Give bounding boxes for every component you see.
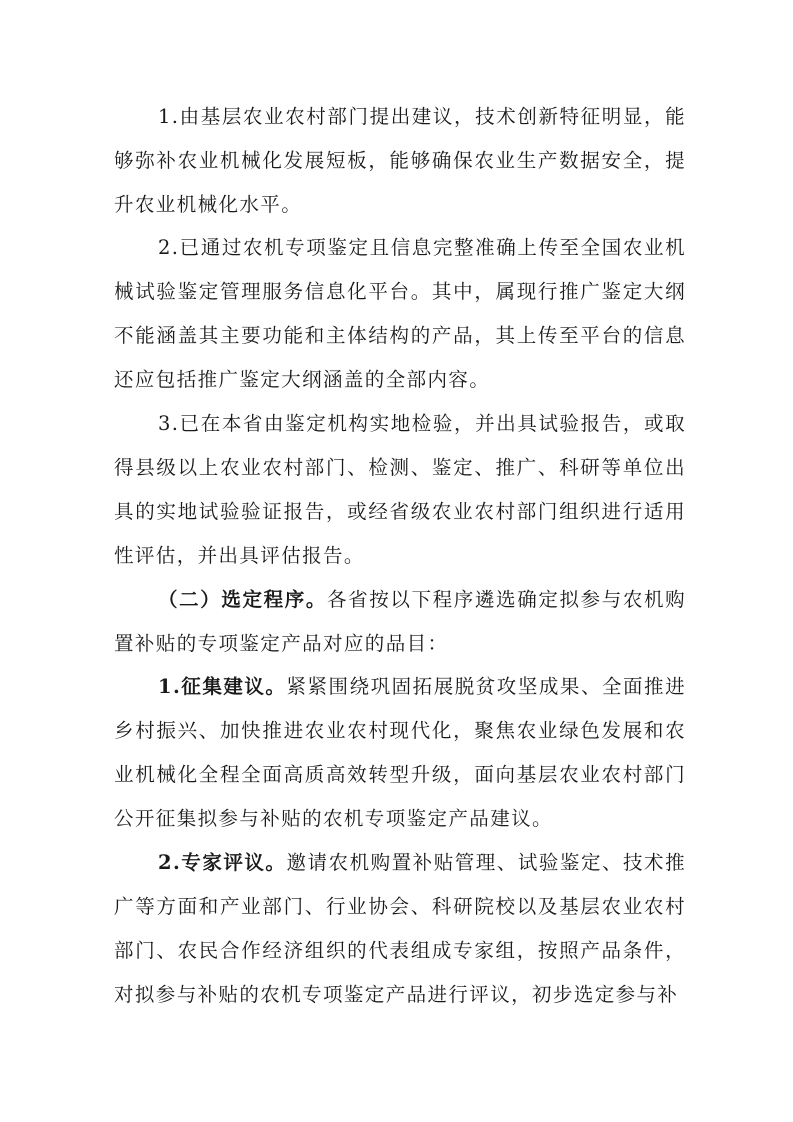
paragraph-text: 各省按以下程序遴选确定拟参与农机购置补贴的专项鉴定产品对应的品目： [114,588,686,655]
step-heading: 1.征集建议。 [158,675,287,698]
paragraph-text: 紧紧围绕巩固拓展脱贫攻坚成果、全面推进乡村振兴、加快推进农业农村现代化，聚焦农业绿色发展和农业机械化全程全面高质高效转型升级，面向基层农业农村部门公开征集拟参与补贴的农机专项鉴定产品建议。 [114,675,686,830]
paragraph-selection-procedure [114,578,686,666]
paragraph-text: 邀请农机购置补贴管理、试验鉴定、技术推广等方面和产业部门、行业协会、科研院校以及基层农业农村部门、农民合作经济组织的代表组成专家组，按照产品条件，对拟参与补贴的农机专项鉴定产品进行评议，初步选定参与补 [114,851,686,1006]
paragraph-text: 3.已在本省由鉴定机构实地检验，并出具试验报告，或取得县级以上农业农村部门、检测、鉴定、推广、科研等单位出具的实地试验验证报告，或经省级农业农村部门组织进行适用性评估，并出具评估报告。 [114,412,686,567]
paragraph-product-condition-3 [114,402,686,578]
paragraph-text: 1.由基层农业农村部门提出建议，技术创新特征明显，能够弥补农业机械化发展短板，能够确保农业生产数据安全，提升农业机械化水平。 [114,105,686,216]
section-heading: （二）选定程序。 [158,588,328,611]
paragraph-text: 2.已通过农机专项鉴定且信息完整准确上传至全国农业机械试验鉴定管理服务信息化平台。其中，属现行推广鉴定大纲不能涵盖其主要功能和主体结构的产品，其上传至平台的信息还应包括推广鉴定大纲涵盖的全部内容。 [114,236,686,391]
paragraph-expert-review [114,841,686,1017]
paragraph-product-condition-1 [114,95,686,227]
step-heading: 2.专家评议。 [158,851,287,874]
paragraph-collect-suggestions [114,665,686,841]
paragraph-product-condition-2 [114,226,686,402]
